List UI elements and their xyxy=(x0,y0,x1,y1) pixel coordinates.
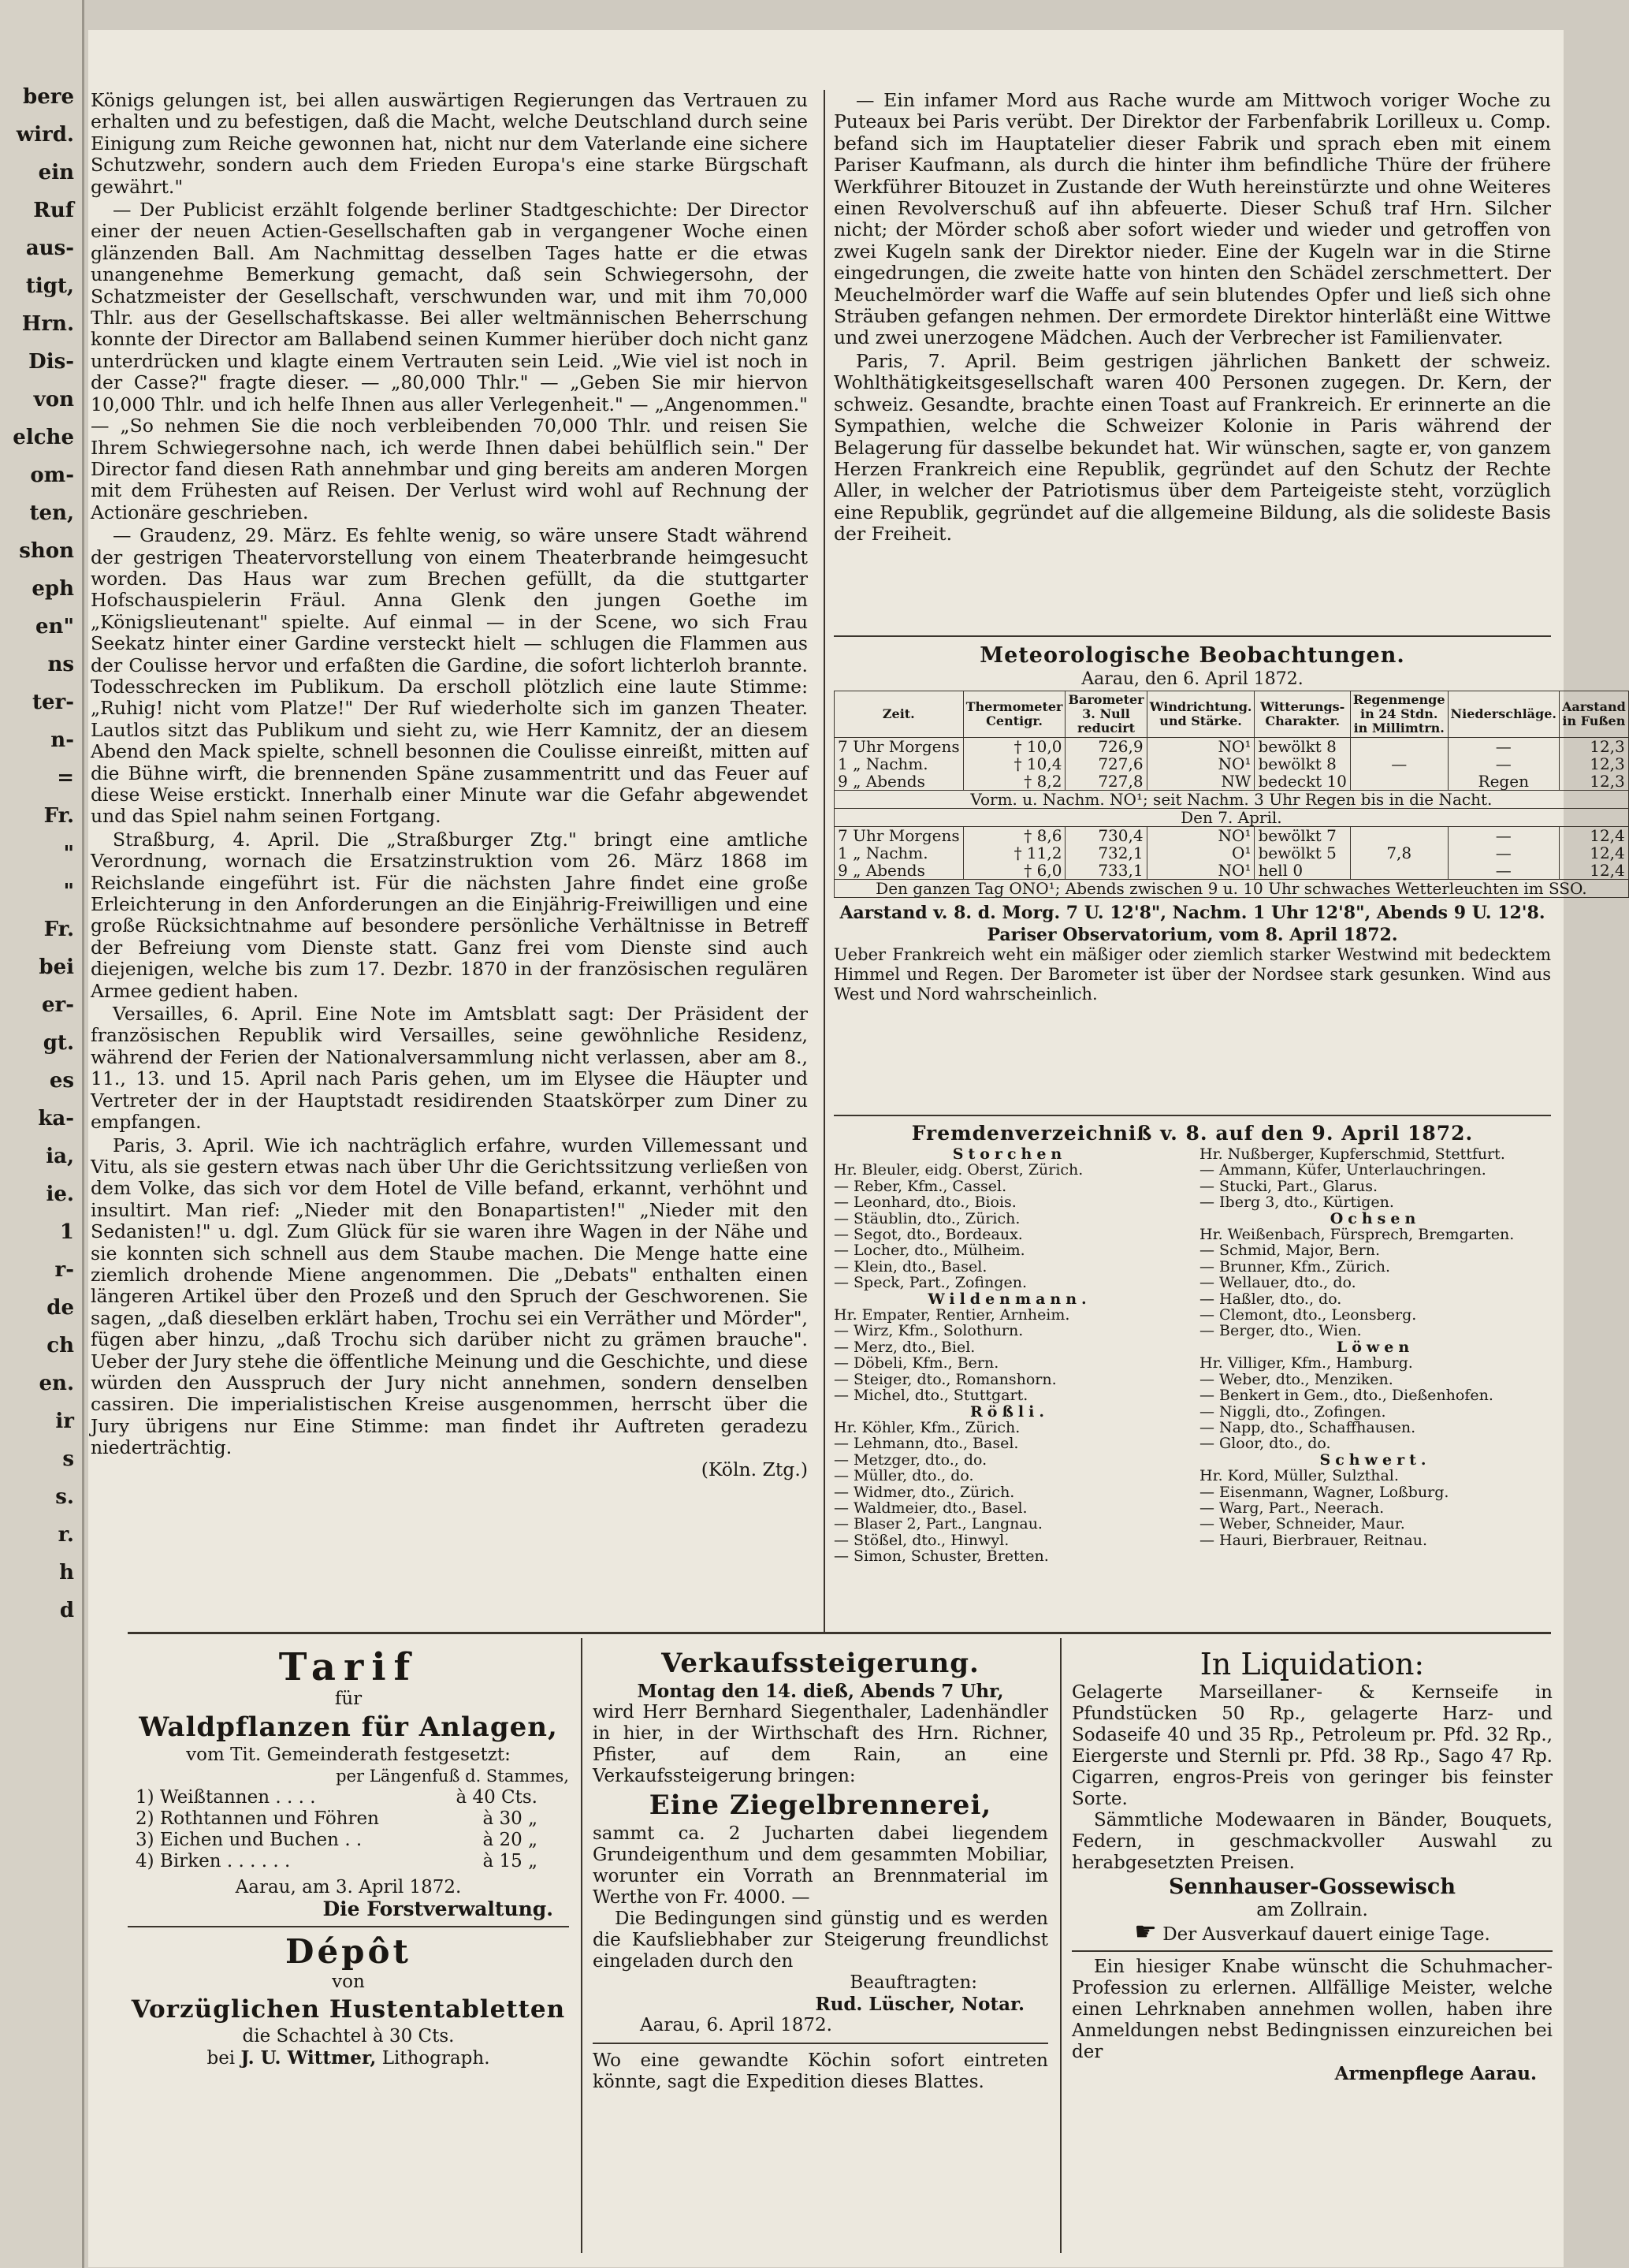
edge-fragment: = xyxy=(57,766,74,790)
tarif-item-name: 3) Eichen und Buchen xyxy=(136,1830,339,1850)
koechin-ad: Wo eine gewandte Köchin sofort eintreten könnte, sagt die Expedition dieses Blattes. xyxy=(593,2050,1048,2092)
fremden-top-rule xyxy=(834,1115,1551,1116)
guest-entry: — Ammann, Küfer, Unterlauchringen. xyxy=(1199,1161,1486,1179)
ad-verkaufssteigerung xyxy=(593,1646,1048,2093)
guest-entry: — Döbeli, Kfm., Bern. xyxy=(834,1354,999,1372)
verkauf-beauftragt: Beauftragten: xyxy=(850,1972,977,1993)
met-cell: 7 Uhr Morgens xyxy=(835,827,964,845)
aarstand-line: Aarstand v. 8. d. Morg. 7 U. 12'8", Nachm. 1 Uhr 12'8", Abends 9 U. 12'8. xyxy=(839,903,1545,923)
edge-fragment: h xyxy=(59,1561,74,1585)
met-cell: 727,6 xyxy=(1066,755,1147,773)
tarif-item-price: à 20 „ xyxy=(482,1830,537,1850)
knabe-top-rule xyxy=(1072,1950,1553,1952)
met-cell: — xyxy=(1448,755,1559,773)
met-cell: NW xyxy=(1147,773,1255,791)
guest-entry: — Steiger, dto., Romanshorn. xyxy=(834,1370,1057,1388)
met-cell: † 8,6 xyxy=(963,827,1066,845)
guest-entry: — Leonhard, dto., Biois. xyxy=(834,1194,1017,1212)
fremden-right-list xyxy=(1199,1146,1551,1565)
edge-fragment: ein xyxy=(38,161,74,184)
met-row xyxy=(835,844,1629,862)
met-cell: 726,9 xyxy=(1066,738,1147,756)
guest-entry: — Widmer, dto., Zürich. xyxy=(834,1483,1015,1501)
tarif-per: per Längenfuß d. Stammes, xyxy=(336,1767,569,1786)
met-cell: bewölkt 7 xyxy=(1255,827,1350,845)
tarif-item-price: à 15 „ xyxy=(482,1851,537,1871)
met-cell: — xyxy=(1448,827,1559,845)
edge-fragment: ter- xyxy=(32,691,74,714)
met-cell: 7 Uhr Morgens xyxy=(835,738,964,756)
guest-entry: Hr. Nußberger, Kupferschmid, Stettfurt. xyxy=(1199,1145,1505,1163)
hotel-heading: Ochsen xyxy=(1330,1209,1421,1227)
news-column-right xyxy=(834,90,1551,547)
edge-fragment: Fr. xyxy=(43,918,74,941)
edge-fragment: " xyxy=(63,880,74,903)
met-cell: 1 „ Nachm. xyxy=(835,844,964,862)
tarif-item-price: à 40 Cts. xyxy=(456,1787,537,1808)
article-paragraph: — Der Publicist erzählt folgende berliner Stadtgeschichte: Der Director einer der neuen Actien-Gesellschaften gab in vergangener Woche einen glänzenden Ball. Am Nachmittag desselben Tages hatte er die etwas unangenehme Bemerkung gemacht, daß sein Schwiegersohn, der Schatzmeister der Gesellschaft, verschwunden war, und mit ihm 70,000 Thlr. aus der Gesellschaftskasse. Bei aller weltmännischen Beherrschung konnte der Director am Ballabend seinen Kummer hierüber doch nicht ganz unterdrücken und klagte einem Vertrauten sein Leid. „Wie viel ist noch in der Casse?" fragte dieser. — „80,000 Thlr." — „Geben Sie mir hiervon 10,000 Thlr. und ich helfe Ihnen aus aller Verlegenheit." — „Angenommen." — „So nehmen Sie die noch verbleibenden 70,000 Thlr. und reisen Sie Ihrem Schwiegersohne nach, ich werde Ihnen dabei behülflich sein." Der Director fand diesen Rath annehmbar und ging bereits am anderen Morgen mit dem Frühesten auf Reisen. Der Verlust wird wohl auf Rechnung der Actionäre geschrieben. xyxy=(91,199,808,523)
guest-entry: — Lehmann, dto., Basel. xyxy=(834,1435,1019,1453)
tarif-item-name: 1) Weißtannen xyxy=(136,1787,270,1808)
verkauf-text2: sammt ca. 2 Jucharten dabei liegendem Grundeigenthum und dem gesammten Mobiliar, worunter ein Vorrath an Brennmaterial im Werthe von Fr. 4000. — xyxy=(593,1823,1048,1908)
met-row xyxy=(835,827,1629,845)
guest-entry: — Locher, dto., Mülheim. xyxy=(834,1242,1025,1260)
article-paragraph: — Graudenz, 29. März. Es fehlte wenig, so wäre unsere Stadt während der gestrigen Theatervorstellung von einem Theaterbrande heimgesucht worden. Das Haus war zum Brechen gefüllt, da die stuttgarter Hofschauspielerin Fräul. Anna Glenk den jungen Goethe im „Königslieutenant" spielte. Auf einmal — in der Scene, wo sich Frau Seekatz hinter einer Gardine versteckt hielt — schlugen die Flammen aus der Coulisse hervor und erfaßten die Gardine, die sofort lichterloh brannte. Todesschrecken im Publikum. Da erscholl plötzlich eine laute Stimme: „Ruhig! nicht vom Platze!" Der Ruf wiederholte sich im ganzen Theater. Lautlos sitzt das Publikum und sieht zu, wie Herr Kamnitz, der an diesem Abend den Mack spielte, schnell besonnen die Coulisse einreißt, mitten auf die Bühne wirft, die brennenden Späne zusammentritt und das Feuer auf diese Weise erstickt. Innerhalb einer Minute war die Gefahr abgewendet und das Spiel nahm seinen Fortgang. xyxy=(91,524,808,828)
edge-fragment: en. xyxy=(39,1372,74,1395)
verkauf-text1: wird Herr Bernhard Siegenthaler, Ladenhändler in hier, in der Wirthschaft des Hrn. Richner, Pfister, auf dem Rain, an eine Verkaufssteigerung bringen: xyxy=(593,1702,1048,1786)
column-divider xyxy=(824,90,825,1632)
edge-fragment: Fr. xyxy=(43,804,74,828)
guest-entry: — Napp, dto., Schaffhausen. xyxy=(1199,1418,1416,1436)
guest-entry: — Schmid, Major, Bern. xyxy=(1199,1242,1381,1260)
ad-liquidation xyxy=(1072,1646,1553,2084)
edge-fragment: d xyxy=(59,1599,74,1622)
edge-fragment: ia, xyxy=(46,1145,74,1168)
newspaper-page xyxy=(88,30,1626,2267)
verkauf-headline: Eine Ziegelbrennerei, xyxy=(649,1789,992,1821)
tarif-item xyxy=(136,1787,537,1808)
edge-fragment: s xyxy=(62,1447,74,1471)
met-row xyxy=(835,773,1629,791)
guest-entry: — Niggli, dto., Zofingen. xyxy=(1199,1402,1386,1421)
guest-entry: — Wirz, Kfm., Solothurn. xyxy=(834,1322,1024,1340)
edge-fragment: ka- xyxy=(38,1107,74,1130)
tarif-item-dots: . . . . . . xyxy=(226,1851,291,1871)
ads-top-rule xyxy=(128,1632,1551,1634)
met-cell: 12,4 xyxy=(1559,827,1628,845)
met-cell: † 11,2 xyxy=(963,844,1066,862)
met-note-1: Vorm. u. Nachm. NO¹; seit Nachm. 3 Uhr Regen bis in die Nacht. xyxy=(835,791,1629,809)
guest-entry: — Iberg 3, dto., Kürtigen. xyxy=(1199,1194,1394,1212)
guest-entry: — Weber, dto., Menziken. xyxy=(1199,1370,1393,1388)
met-cell: NO¹ xyxy=(1147,755,1255,773)
fremden-section xyxy=(834,1121,1551,1565)
guest-entry: — Merz, dto., Biel. xyxy=(834,1338,976,1356)
guest-entry: — Metzger, dto., do. xyxy=(834,1451,987,1469)
edge-fragment: ch xyxy=(46,1334,74,1357)
edge-fragment: ten, xyxy=(29,501,74,525)
fremden-left-list xyxy=(834,1146,1185,1565)
edge-fragment: bere xyxy=(23,85,74,109)
met-cell: 732,1 xyxy=(1066,844,1147,862)
knabe-sign: Armenpflege Aarau. xyxy=(1334,2063,1537,2084)
fremden-title: Fremdenverzeichniß v. 8. auf den 9. April 1872. xyxy=(911,1122,1474,1145)
met-table xyxy=(834,691,1629,898)
guest-entry: — Simon, Schuster, Bretten. xyxy=(834,1547,1049,1566)
liq-title: In Liquidation: xyxy=(1199,1647,1425,1681)
met-row xyxy=(835,862,1629,880)
edge-fragment: gt. xyxy=(43,1031,74,1055)
met-cell xyxy=(1350,738,1448,756)
article-paragraph: Königs gelungen ist, bei allen auswärtigen Regierungen das Vertrauen zu erhalten und zu befestigen, daß die Macht, welche Deutschland durch seine Einigung zum Reiche gewonnen hat, nicht nur dem Vaterlande eine sichere Schutzwehr, sondern auch dem Frieden Europa's eine starke Bürgschaft gewährt." xyxy=(91,89,808,198)
met-cell xyxy=(1350,827,1448,845)
met-cell: † 10,0 xyxy=(963,738,1066,756)
guest-entry: — Speck, Part., Zofingen. xyxy=(834,1274,1028,1292)
met-title: Meteorologische Beobachtungen. xyxy=(980,643,1405,668)
met-cell: Regen xyxy=(1448,773,1559,791)
met-cell xyxy=(1350,862,1448,880)
met-cell: bewölkt 8 xyxy=(1255,755,1350,773)
koechin-top-rule xyxy=(593,2043,1048,2044)
tarif-bottom-rule xyxy=(128,1926,569,1927)
hotel-heading: Storchen xyxy=(952,1145,1067,1163)
met-header-cell: Regenmenge in 24 Stdn. in Millimtrn. xyxy=(1350,691,1448,738)
edge-fragment: aus- xyxy=(25,236,74,260)
hotel-heading: Schwert. xyxy=(1319,1451,1431,1469)
met-cell: NO¹ xyxy=(1147,862,1255,880)
met-cell: 12,4 xyxy=(1559,844,1628,862)
met-cell: 12,4 xyxy=(1559,862,1628,880)
guest-entry: — Michel, dto., Stuttgart. xyxy=(834,1387,1028,1405)
met-cell: 12,3 xyxy=(1559,738,1628,756)
met-cell: 12,3 xyxy=(1559,755,1628,773)
article-paragraph: Paris, 3. April. Wie ich nachträglich erfahre, wurden Villemessant und Vitu, als sie gestern etwas nach über Uhr die Gerichtssitzung verließen von dem Volke, das sich vor dem Hotel de Ville befand, erkannt, verhöhnt und insultirt. Man rief: „Nieder mit den Bonapartisten!" „Nieder mit den Sedanisten!" u. dgl. Zum Glück für sie waren ihre Wagen in der Nähe und sie konnten sich schnell aus dem Staube machen. Die Menge hatte eine ziemlich drohende Miene angenommen. Die „Debats" enthalten einen längeren Artikel über den Prozeß und den Spruch der Geschworenen. Sie sagen, „daß dieselben erklärt haben, Trochu sei ein Verräther und Mörder", fügen aber hinzu, „daß Trochu sich darüber nicht zu grämen brauche". Ueber der Jury stehe die öffentliche Meinung und die Geschichte, und diese würden den Ausspruch der Jury nicht annehmen, sondern denselben cassiren. Die imperialistischen Kreise ausgenommen, herrscht über die Jury übrigens nur Eine Stimme: man findet ihr Auftreten geradezu niederträchtig. xyxy=(91,1134,808,1459)
met-cell: 9 „ Abends xyxy=(835,862,964,880)
met-cell: bedeckt 10 xyxy=(1255,773,1350,791)
hotel-heading: Rößli. xyxy=(970,1402,1049,1421)
met-cell: NO¹ xyxy=(1147,738,1255,756)
guest-entry: — Clemont, dto., Leonsberg. xyxy=(1199,1306,1417,1324)
met-cell: † 8,2 xyxy=(963,773,1066,791)
guest-entry: — Brunner, Kfm., Zürich. xyxy=(1199,1257,1390,1276)
tarif-item-left xyxy=(136,1851,290,1872)
met-header-cell: Aarstand in Fußen xyxy=(1559,691,1628,738)
tarif-item-left xyxy=(136,1830,362,1851)
meteorology-section xyxy=(834,643,1626,1004)
guest-entry: — Benkert in Gem., dto., Dießenhofen. xyxy=(1199,1387,1493,1405)
tarif-item-name: 2) Rothtannen und Föhren xyxy=(136,1808,379,1829)
tarif-item xyxy=(136,1808,537,1830)
article-paragraph: Straßburg, 4. April. Die „Straßburger Ztg." bringt eine amtliche Verordnung, wornach die Ersatzinstruktion vom 26. März 1868 im Reichslande eingeführt ist. Für die nächsten Jahre findet eine große Erleichterung in den Anforderungen an die Einjährig-Freiwilligen und eine große Rücksichtnahme auf besondere persönliche Verhältnisse in Betreff der Befreiung vom Dienste statt. Ganz frei vom Dienste sind auch diejenigen, welche bis zum 17. Dezbr. 1870 in der französischen regulären Armee gedient haben. xyxy=(91,828,808,1002)
edge-fragment: 1 xyxy=(59,1220,74,1244)
tarif-item-left xyxy=(136,1808,379,1830)
guest-entry: — Haßler, dto., do. xyxy=(1199,1290,1342,1308)
tarif-item-dots: . . xyxy=(344,1830,363,1850)
met-subtitle: Aarau, den 6. April 1872. xyxy=(1081,669,1304,689)
met-cell: bewölkt 8 xyxy=(1255,738,1350,756)
edge-fragment: ie. xyxy=(46,1182,74,1206)
met-cell: — xyxy=(1448,738,1559,756)
met-note-2: Den ganzen Tag ONO¹; Abends zwischen 9 u. 10 Uhr schwaches Wetterleuchten im SSO. xyxy=(835,880,1629,898)
left-page-edge xyxy=(0,0,84,2268)
hotel-heading: Löwen xyxy=(1336,1338,1415,1356)
guest-entry: Hr. Köhler, Kfm., Zürich. xyxy=(834,1418,1021,1436)
source-koeln: (Köln. Ztg.) xyxy=(701,1458,808,1480)
verkauf-notar: Rud. Lüscher, Notar. xyxy=(815,1994,1025,2015)
guest-entry: — Klein, dto., Basel. xyxy=(834,1257,987,1276)
edge-fragment: bei xyxy=(39,955,74,979)
guest-entry: — Gloor, dto., do. xyxy=(1199,1435,1331,1453)
tarif-item xyxy=(136,1851,537,1872)
met-header-cell: Niederschläge. xyxy=(1448,691,1559,738)
met-day2-label: Den 7. April. xyxy=(835,809,1629,827)
verkauf-when: Montag den 14. dieß, Abends 7 Uhr, xyxy=(637,1681,1004,1702)
tarif-item-dots: . . . . xyxy=(275,1787,316,1808)
met-header-cell: Thermometer Centigr. xyxy=(963,691,1066,738)
met-top-rule xyxy=(834,635,1551,637)
met-cell: O¹ xyxy=(1147,844,1255,862)
liq-text: Gelagerte Marseillaner- & Kernseife in Pfundstücken 50 Rp., gelagerte Harz- und Sodaseife 40 und 35 Rp., Petroleum pr. Pfd. 32 Rp., Eiergerste und Sternli pr. Pfd. 38 Rp., Sago 47 Rp. Cigarren, engros-Preis von geringer bis feinster Sorte. xyxy=(1072,1682,1553,1809)
met-cell: hell 0 xyxy=(1255,862,1350,880)
edge-fragment: " xyxy=(63,842,74,866)
tarif-item-name: 4) Birken xyxy=(136,1851,221,1871)
guest-entry: Hr. Villiger, Kfm., Hamburg. xyxy=(1199,1354,1413,1372)
pointing-hand-icon: ☛ xyxy=(1134,1916,1157,1946)
guest-entry: — Berger, dto., Wien. xyxy=(1199,1322,1362,1340)
met-cell: 727,8 xyxy=(1066,773,1147,791)
tarif-date: Aarau, am 3. April 1872. xyxy=(235,1877,462,1897)
met-header-cell: Zeit. xyxy=(835,691,964,738)
tarif-headline: Waldpflanzen für Anlagen, xyxy=(139,1711,558,1743)
edge-fragment: von xyxy=(33,388,74,412)
tarif-item xyxy=(136,1830,537,1851)
edge-fragment: n- xyxy=(50,728,74,752)
depot-bei: bei xyxy=(206,2048,236,2069)
edge-fragment: r- xyxy=(54,1258,74,1282)
met-header-cell: Windrichtung. und Stärke. xyxy=(1147,691,1255,738)
guest-entry: — Weber, Schneider, Maur. xyxy=(1199,1515,1405,1533)
guest-entry: — Hauri, Bierbrauer, Reitnau. xyxy=(1199,1531,1428,1549)
edge-fragment: s. xyxy=(55,1485,74,1509)
met-cell: 730,4 xyxy=(1066,827,1147,845)
guest-entry: Hr. Kord, Müller, Sulzthal. xyxy=(1199,1467,1399,1485)
edge-fragment: shon xyxy=(19,539,74,563)
edge-fragment: wird. xyxy=(16,123,74,147)
tarif-item-left xyxy=(136,1787,316,1808)
liq-addr: am Zollrain. xyxy=(1256,1900,1368,1920)
met-cell: bewölkt 5 xyxy=(1255,844,1350,862)
depot-line: die Schachtel à 30 Cts. xyxy=(242,2026,455,2046)
guest-entry: Hr. Empater, Rentier, Arnheim. xyxy=(834,1306,1070,1324)
news-column-left xyxy=(91,90,808,1480)
verkauf-title: Verkaufssteigerung. xyxy=(661,1648,980,1679)
edge-fragment: en" xyxy=(35,615,74,639)
met-row xyxy=(835,755,1629,773)
met-cell: — xyxy=(1448,862,1559,880)
guest-entry: — Stucki, Part., Glarus. xyxy=(1199,1177,1378,1195)
article-paragraph: Paris, 7. April. Beim gestrigen jährlichen Bankett der schweiz. Wohlthätigkeitsgesellschaft waren 400 Personen zugegen. Dr. Kern, der schweiz. Gesandte, brachte einen Toast auf Frankreich. Er erinnerte an die Sympathien, welche die Schweizer Kolonie in Paris während der Belagerung für dasselbe bekundet hat. Wir wünschen, sagte er, von ganzem Herzen Frankreich eine Republik, gegründet auf den Schutz der Rechte Aller, in welcher der Patriotismus über dem Parteigeiste steht, vorzüglich eine Republik, gegründet auf die allgemeine Bildung, als die solideste Basis der Freiheit. xyxy=(834,349,1551,546)
edge-fragment: ir xyxy=(55,1410,74,1433)
verkauf-text3: Die Bedingungen sind günstig und es werden die Kaufsliebhaber zur Steigerung freundlichst eingeladen durch den xyxy=(593,1909,1048,1972)
guest-entry: — Reber, Kfm., Cassel. xyxy=(834,1177,1007,1195)
depot-headline: Vorzüglichen Hustentabletten xyxy=(131,1995,566,2024)
observatory-text: Ueber Frankreich weht ein mäßiger oder ziemlich starker Westwind mit bedecktem Himmel und Regen. Der Barometer ist über der Nordsee stark gesunken. Wind aus West und Nord wahrscheinlich. xyxy=(834,945,1551,1004)
met-cell: — xyxy=(1448,844,1559,862)
ad-tarif xyxy=(128,1646,569,2069)
guest-entry: — Eisenmann, Wagner, Loßburg. xyxy=(1199,1483,1449,1501)
met-cell: NO¹ xyxy=(1147,827,1255,845)
guest-entry: — Warg, Part., Neerach. xyxy=(1199,1499,1385,1517)
met-cell: 9 „ Abends xyxy=(835,773,964,791)
hotel-heading: Wildenmann. xyxy=(928,1290,1092,1308)
edge-fragment: Ruf xyxy=(33,199,74,222)
edge-fragment: de xyxy=(46,1296,74,1320)
guest-entry: — Segot, dto., Bordeaux. xyxy=(834,1226,1023,1244)
edge-fragment: es xyxy=(49,1069,74,1093)
edge-fragment: tigt, xyxy=(25,274,74,298)
met-row xyxy=(835,738,1629,756)
guest-entry: — Wellauer, dto., do. xyxy=(1199,1274,1356,1292)
edge-fragment: ns xyxy=(47,653,74,676)
tarif-title: Tarif xyxy=(278,1645,418,1689)
met-cell: 12,3 xyxy=(1559,773,1628,791)
guest-entry: Hr. Bleuler, eidg. Oberst, Zürich. xyxy=(834,1161,1084,1179)
ads-divider-2 xyxy=(1060,1638,1062,2253)
article-paragraph: Versailles, 6. April. Eine Note im Amtsblatt sagt: Der Präsident der französischen Republik wird Versailles, seine gewöhnliche Residenz, während der Ferien der Nationalversammlung nicht verlassen, aber am 8., 11., 13. und 15. April nach Paris gehen, um im Elysee die Häupter und Vertreter der in der Hauptstadt residirenden Staatskörper zum Diner zu empfangen. xyxy=(91,1003,808,1134)
met-cell xyxy=(1350,773,1448,791)
tarif-fuer: für xyxy=(334,1689,363,1709)
guest-entry: Hr. Weißenbach, Fürsprech, Bremgarten. xyxy=(1199,1226,1515,1244)
met-cell: † 10,4 xyxy=(963,755,1066,773)
depot-title: Dépôt xyxy=(285,1932,411,1971)
guest-entry: — Müller, dto., do. xyxy=(834,1467,974,1485)
guest-entry: — Stäublin, dto., Zürich. xyxy=(834,1209,1021,1227)
met-header-cell: Witterungs-Charakter. xyxy=(1255,691,1350,738)
met-cell: † 6,0 xyxy=(963,862,1066,880)
tarif-sub: vom Tit. Gemeinderath festgesetzt: xyxy=(186,1745,511,1765)
verkauf-date: Aarau, 6. April 1872. xyxy=(640,2015,832,2035)
knabe-text: Ein hiesiger Knabe wünscht die Schuhmacher-Profession zu erlernen. Allfällige Meister, welche einen Lehrknaben annehmen wollen, haben ihre Anmeldungen nebst Bedingnissen einzureichen bei der xyxy=(1072,1957,1553,2062)
depot-trade: Lithograph. xyxy=(381,2048,490,2069)
liq-firm: Sennhauser-Gossewisch xyxy=(1169,1875,1456,1899)
edge-fragment: r. xyxy=(58,1523,74,1547)
ads-divider-1 xyxy=(581,1638,582,2253)
depot-von: von xyxy=(332,1972,365,1992)
met-cell: 7,8 xyxy=(1350,844,1448,862)
edge-fragment: om- xyxy=(30,464,74,487)
met-cell: 1 „ Nachm. xyxy=(835,755,964,773)
met-cell: — xyxy=(1350,755,1448,773)
depot-name: J. U. Wittmer, xyxy=(240,2047,377,2069)
met-cell: 733,1 xyxy=(1066,862,1147,880)
guest-entry: — Stößel, dto., Hinwyl. xyxy=(834,1531,1010,1549)
edge-fragment: elche xyxy=(13,426,74,449)
observatory-title: Pariser Observatorium, vom 8. April 1872. xyxy=(987,925,1398,945)
liq-text2: Sämmtliche Modewaaren in Bänder, Bouquets, Federn, in geschmackvoller Auswahl zu herabgesetzten Preisen. xyxy=(1072,1810,1553,1873)
article-paragraph: — Ein infamer Mord aus Rache wurde am Mittwoch voriger Woche zu Puteaux bei Paris verübt. Der Direktor der Farbenfabrik Lorilleux u. Comp. befand sich im Hauptatelier dieser Fabrik und sprach eben mit einem Pariser Kaufmann, als durch die hinter ihm befindliche Thüre der frühere Werkführer Bitouzet in Zustande der Wuth hereinstürzte und ohne Weiteres einen Revolverschuß auf ihn abfeuerte. Dieser Schuß traf Hrn. Silcher nicht; der Mörder schoß aber sofort wieder und wieder und getroffen von zwei Kugeln sank der Direktor nieder. Eine der Kugeln war in die Stirne eingedrungen, die zweite hatte von hinten den Schädel zerschmettert. Der Meuchelmörder warf die Waffe auf sein blutendes Opfer und ließ sich ohne Sträuben gefangen nehmen. Der ermordete Direktor hinterläßt eine Wittwe und zwei unerzogene Mädchen. Auch der Verbrecher ist Familienvater. xyxy=(834,89,1551,349)
edge-fragment: Hrn. xyxy=(21,312,74,336)
tarif-sign: Die Forstverwaltung. xyxy=(322,1897,553,1920)
liq-ausverkauf: Der Ausverkauf dauert einige Tage. xyxy=(1162,1924,1490,1945)
edge-fragment: er- xyxy=(41,993,74,1017)
edge-fragment: eph xyxy=(32,577,74,601)
guest-entry: — Blaser 2, Part., Langnau. xyxy=(834,1515,1043,1533)
edge-fragment: Dis- xyxy=(28,350,74,374)
met-header-cell: Barometer 3. Null reducirt xyxy=(1066,691,1147,738)
tarif-item-price: à 30 „ xyxy=(482,1808,537,1829)
guest-entry: — Waldmeier, dto., Basel. xyxy=(834,1499,1028,1517)
